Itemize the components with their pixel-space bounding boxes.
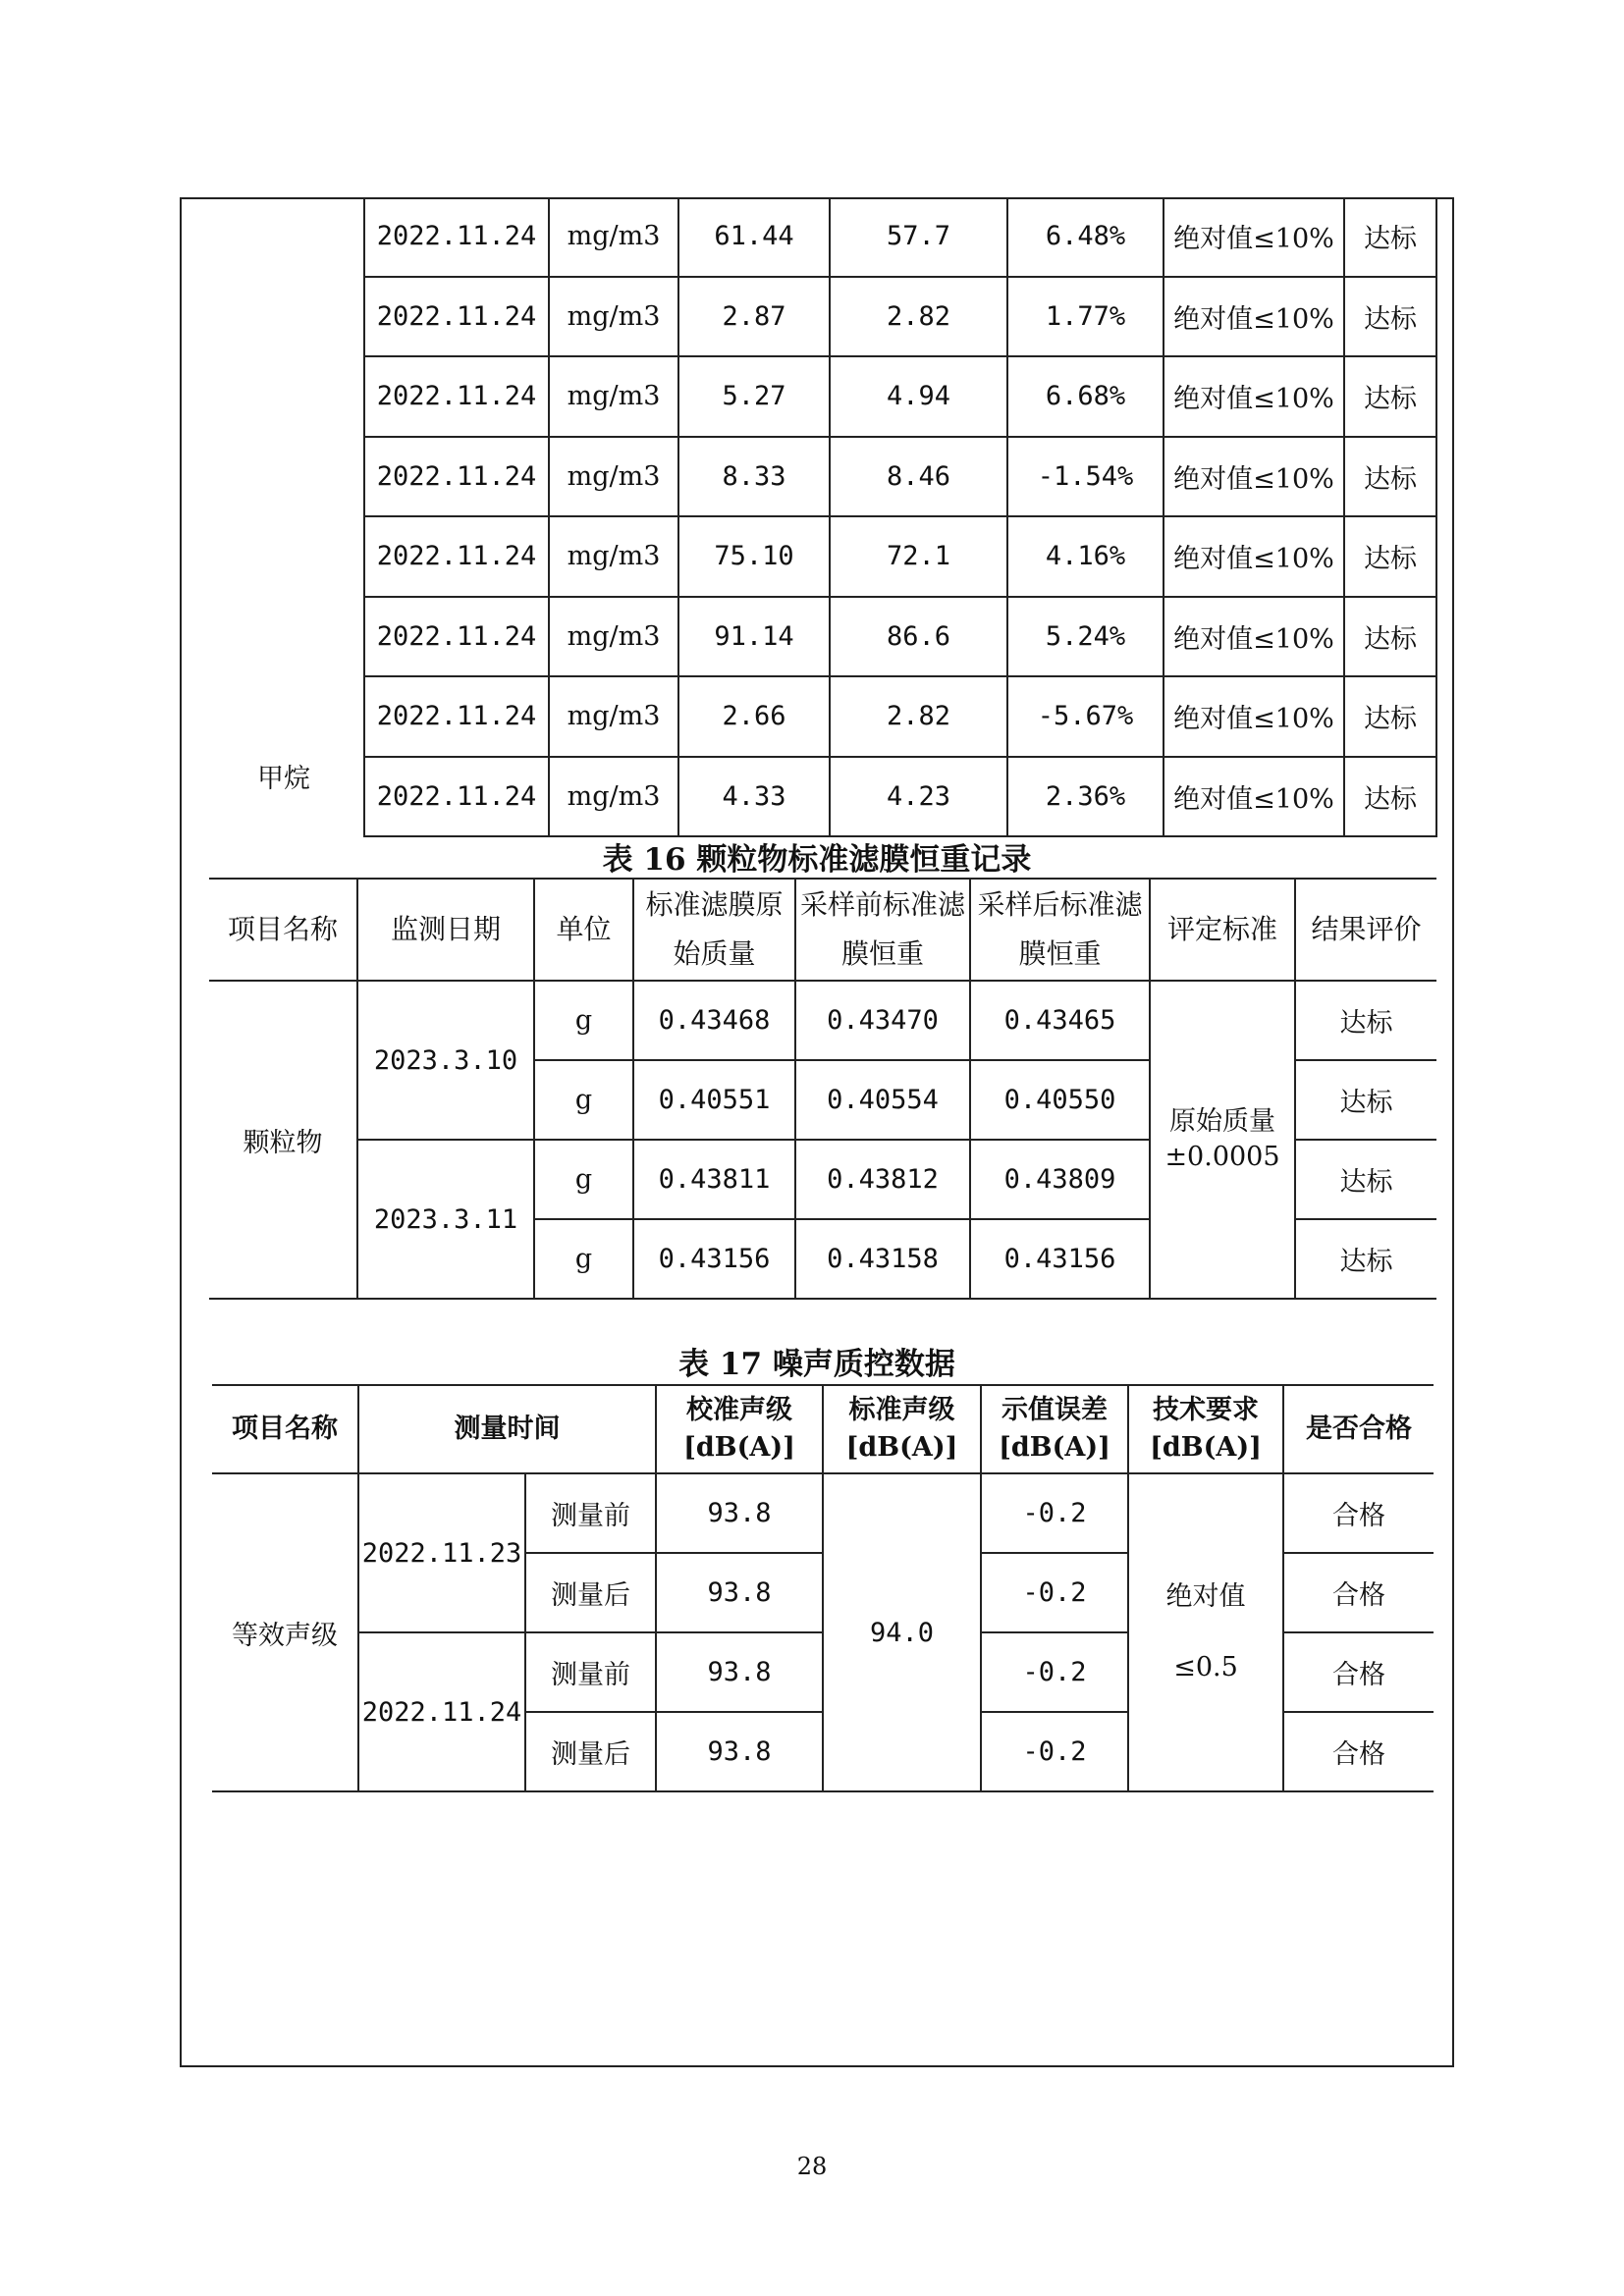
- unit-cell: mg/m3: [549, 356, 678, 437]
- unit-cell: g: [534, 981, 633, 1060]
- date-cell: 2022.11.24: [364, 757, 549, 837]
- pass-cell: 合格: [1283, 1553, 1434, 1632]
- unit-cell: mg/m3: [549, 197, 678, 277]
- date-cell: 2022.11.24: [364, 437, 549, 517]
- orig-cell: 0.43468: [633, 981, 795, 1060]
- value1-cell: 2.87: [678, 277, 830, 357]
- monitor-date: 2023.3.10: [357, 981, 534, 1140]
- value2-cell: 86.6: [830, 597, 1007, 677]
- error-cell: 4.16%: [1007, 516, 1164, 597]
- table16-caption: 表 16 颗粒物标准滤膜恒重记录: [602, 842, 1032, 878]
- err-cell: -0.2: [981, 1712, 1128, 1791]
- table-row: [209, 981, 1436, 1060]
- phase-cell: 测量后: [525, 1553, 656, 1632]
- phase-cell: 测量前: [525, 1473, 656, 1553]
- unit-cell: g: [534, 1140, 633, 1219]
- std-cell: 原始质量±0.0005: [1150, 981, 1295, 1299]
- header-std-level: 标准声级[dB(A)]: [823, 1385, 981, 1473]
- standard-cell: 绝对值≤10%: [1164, 356, 1344, 437]
- item-name: 等效声级: [212, 1473, 358, 1791]
- standard-cell: 绝对值≤10%: [1164, 757, 1344, 837]
- table-row: [204, 597, 1436, 677]
- header-req: 技术要求[dB(A)]: [1128, 1385, 1283, 1473]
- monitor-date: 2023.3.11: [357, 1140, 534, 1299]
- measure-date: 2022.11.23: [358, 1473, 525, 1632]
- result-cell: 达标: [1295, 981, 1436, 1060]
- header-orig: 标准滤膜原始质量: [633, 879, 795, 981]
- table-row: [204, 356, 1436, 437]
- unit-cell: g: [534, 1219, 633, 1299]
- header-before: 采样前标准滤膜恒重: [795, 879, 970, 981]
- table-row: [204, 516, 1436, 597]
- table-row: [204, 437, 1436, 517]
- unit-cell: mg/m3: [549, 757, 678, 837]
- table-row: [212, 1473, 1434, 1553]
- result-cell: 达标: [1344, 676, 1436, 757]
- header-item: 项目名称: [212, 1385, 358, 1473]
- table17-header-row: [212, 1385, 1434, 1473]
- value1-cell: 5.27: [678, 356, 830, 437]
- value2-cell: 72.1: [830, 516, 1007, 597]
- before-cell: 0.40554: [795, 1060, 970, 1140]
- orig-cell: 0.40551: [633, 1060, 795, 1140]
- header-cal: 校准声级[dB(A)]: [656, 1385, 823, 1473]
- cal-cell: 93.8: [656, 1712, 823, 1791]
- pass-cell: 合格: [1283, 1712, 1434, 1791]
- error-cell: 2.36%: [1007, 757, 1164, 837]
- after-cell: 0.40550: [970, 1060, 1150, 1140]
- err-cell: -0.2: [981, 1632, 1128, 1712]
- error-cell: 6.68%: [1007, 356, 1164, 437]
- after-cell: 0.43809: [970, 1140, 1150, 1219]
- pass-cell: 合格: [1283, 1632, 1434, 1712]
- table16-header-row: [209, 879, 1436, 981]
- date-cell: 2022.11.24: [364, 676, 549, 757]
- result-cell: 达标: [1344, 597, 1436, 677]
- error-cell: 5.24%: [1007, 597, 1164, 677]
- error-cell: 6.48%: [1007, 197, 1164, 277]
- standard-cell: 绝对值≤10%: [1164, 676, 1344, 757]
- page-number: 28: [796, 2153, 828, 2180]
- value2-cell: 4.23: [830, 757, 1007, 837]
- error-cell: -5.67%: [1007, 676, 1164, 757]
- value2-cell: 8.46: [830, 437, 1007, 517]
- header-after: 采样后标准滤膜恒重: [970, 879, 1150, 981]
- header-result: 结果评价: [1295, 879, 1436, 981]
- err-cell: -0.2: [981, 1473, 1128, 1553]
- header-std: 评定标准: [1150, 879, 1295, 981]
- date-cell: 2022.11.24: [364, 597, 549, 677]
- value2-cell: 2.82: [830, 277, 1007, 357]
- value1-cell: 2.66: [678, 676, 830, 757]
- orig-cell: 0.43156: [633, 1219, 795, 1299]
- result-cell: 达标: [1344, 437, 1436, 517]
- std-level-cell: 94.0: [823, 1473, 981, 1791]
- date-cell: 2022.11.24: [364, 356, 549, 437]
- value1-cell: 61.44: [678, 197, 830, 277]
- header-err: 示值误差[dB(A)]: [981, 1385, 1128, 1473]
- methane-table: [204, 197, 1437, 837]
- standard-cell: 绝对值≤10%: [1164, 437, 1344, 517]
- result-cell: 达标: [1344, 516, 1436, 597]
- value1-cell: 91.14: [678, 597, 830, 677]
- phase-cell: 测量后: [525, 1712, 656, 1791]
- header-pass: 是否合格: [1283, 1385, 1434, 1473]
- value1-cell: 8.33: [678, 437, 830, 517]
- orig-cell: 0.43811: [633, 1140, 795, 1219]
- after-cell: 0.43465: [970, 981, 1150, 1060]
- standard-cell: 绝对值≤10%: [1164, 597, 1344, 677]
- unit-cell: mg/m3: [549, 437, 678, 517]
- value2-cell: 2.82: [830, 676, 1007, 757]
- table-row: [204, 757, 1436, 837]
- result-cell: 达标: [1295, 1219, 1436, 1299]
- error-cell: -1.54%: [1007, 437, 1164, 517]
- item-name: 颗粒物: [209, 981, 357, 1299]
- result-cell: 达标: [1344, 757, 1436, 837]
- date-cell: 2022.11.24: [364, 516, 549, 597]
- unit-cell: mg/m3: [549, 277, 678, 357]
- err-cell: -0.2: [981, 1553, 1128, 1632]
- measure-date: 2022.11.24: [358, 1632, 525, 1791]
- phase-cell: 测量前: [525, 1632, 656, 1712]
- table16: [209, 878, 1436, 1300]
- value1-cell: 4.33: [678, 757, 830, 837]
- cal-cell: 93.8: [656, 1553, 823, 1632]
- table-row: [204, 197, 1436, 277]
- header-date: 监测日期: [357, 879, 534, 981]
- unit-cell: mg/m3: [549, 597, 678, 677]
- after-cell: 0.43156: [970, 1219, 1150, 1299]
- result-cell: 达标: [1295, 1060, 1436, 1140]
- header-item: 项目名称: [209, 879, 357, 981]
- result-cell: 达标: [1344, 356, 1436, 437]
- result-cell: 达标: [1344, 277, 1436, 357]
- req-cell: 绝对值≤0.5: [1128, 1473, 1283, 1791]
- pass-cell: 合格: [1283, 1473, 1434, 1553]
- value2-cell: 4.94: [830, 356, 1007, 437]
- result-cell: 达标: [1344, 197, 1436, 277]
- table17: [212, 1384, 1434, 1792]
- before-cell: 0.43158: [795, 1219, 970, 1299]
- table-row: [204, 676, 1436, 757]
- item-name: 甲烷: [204, 197, 364, 836]
- standard-cell: 绝对值≤10%: [1164, 277, 1344, 357]
- value1-cell: 75.10: [678, 516, 830, 597]
- table-row: [204, 277, 1436, 357]
- date-cell: 2022.11.24: [364, 197, 549, 277]
- header-unit: 单位: [534, 879, 633, 981]
- before-cell: 0.43812: [795, 1140, 970, 1219]
- table17-caption: 表 17 噪声质控数据: [678, 1347, 955, 1382]
- unit-cell: mg/m3: [549, 676, 678, 757]
- cal-cell: 93.8: [656, 1632, 823, 1712]
- error-cell: 1.77%: [1007, 277, 1164, 357]
- before-cell: 0.43470: [795, 981, 970, 1060]
- standard-cell: 绝对值≤10%: [1164, 197, 1344, 277]
- date-cell: 2022.11.24: [364, 277, 549, 357]
- standard-cell: 绝对值≤10%: [1164, 516, 1344, 597]
- unit-cell: g: [534, 1060, 633, 1140]
- cal-cell: 93.8: [656, 1473, 823, 1553]
- unit-cell: mg/m3: [549, 516, 678, 597]
- value2-cell: 57.7: [830, 197, 1007, 277]
- result-cell: 达标: [1295, 1140, 1436, 1219]
- header-time: 测量时间: [358, 1385, 656, 1473]
